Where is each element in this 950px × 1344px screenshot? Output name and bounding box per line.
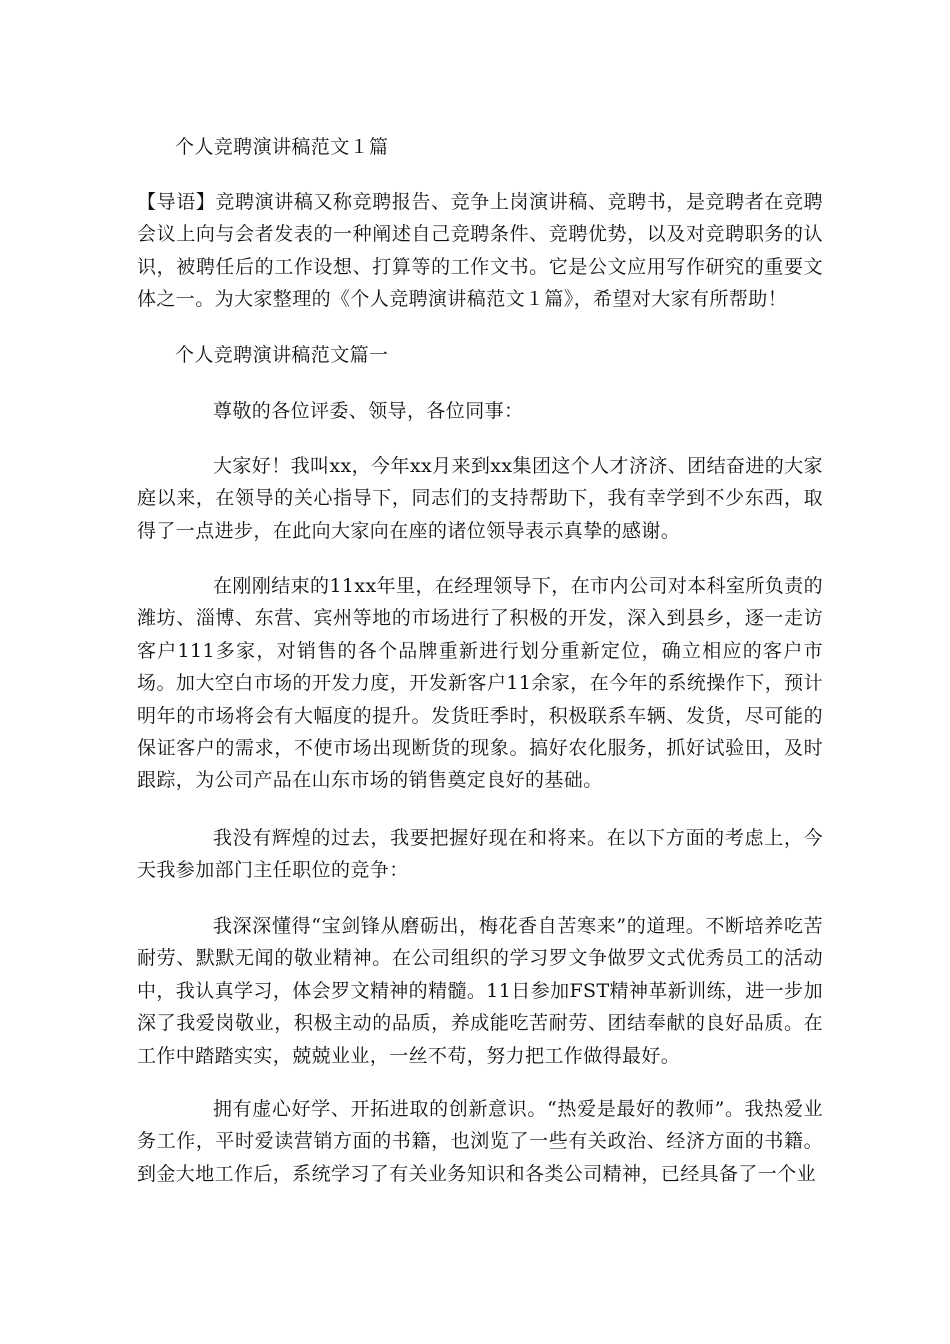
section-title: 个人竞聘演讲稿范文篇一 — [175, 344, 389, 366]
intro-paragraph: 【导语】竞聘演讲稿又称竞聘报告、竞争上岗演讲稿、竞聘书，是竞聘者在竞聘会议上向与会者发表的一种阐述自己竞聘条件、竞聘优势，以及对竞聘职务的认识，被聘任后的工作设想、打算等的工作文书。它是公文应用写作研究的重要文体之一。为大家整理的《个人竞聘演讲稿范文１篇》，希望对大家有所帮助！ — [137, 191, 823, 311]
body-paragraph: 拥有虚心好学、开拓进取的创新意识。“热爱是最好的教师”。我热爱业务工作，平时爱读营销方面的书籍，也浏览了一些有关政治、经济方面的书籍。到金大地工作后，系统学习了有关业务知识和各类公司精神，已经具备了一个业 — [137, 1098, 823, 1185]
body-paragraph: 在刚刚结束的11xx年里，在经理领导下，在市内公司对本科室所负责的潍坊、淄博、东营、宾州等地的市场进行了积极的开发，深入到县乡，逐一走访客户111多家，对销售的各个品牌重新进行划分重新定位，确立相应的客户市场。加大空白市场的开发力度，开发新客户11余家，在今年的系统操作下，预计明年的市场将会有大幅度的提升。发货旺季时，积极联系车辆、发货，尽可能的保证客户的需求，不使市场出现断货的现象。搞好农化服务，抓好试验田，及时跟踪，为公司产品在山东市场的销售奠定良好的基础。 — [137, 575, 823, 792]
body-paragraph: 我没有辉煌的过去，我要把握好现在和将来。在以下方面的考虑上，今天我参加部门主任职位的竞争： — [137, 827, 823, 882]
body-paragraph: 我深深懂得“宝剑锋从磨砺出，梅花香自苦寒来”的道理。不断培养吃苦耐劳、默默无闻的敬业精神。在公司组织的学习罗文争做罗文式优秀员工的活动中，我认真学习，体会罗文精神的精髓。11日参加FST精神革新训练，进一步加深了我爱岗敬业，积极主动的品质，养成能吃苦耐劳、团结奉献的良好品质。在工作中踏踏实实，兢兢业业，一丝不苟，努力把工作做得最好。 — [137, 915, 823, 1067]
salutation: 尊敬的各位评委、领导，各位同事： — [213, 400, 524, 422]
body-paragraph: 大家好！我叫xx，今年xx月来到xx集团这个人才济济、团结奋进的大家庭以来，在领导的关心指导下，同志们的支持帮助下，我有幸学到不少东西，取得了一点进步，在此向大家向在座的诸位领导表示真挚的感谢。 — [137, 455, 823, 542]
document-title: 个人竞聘演讲稿范文１篇 — [175, 136, 389, 158]
